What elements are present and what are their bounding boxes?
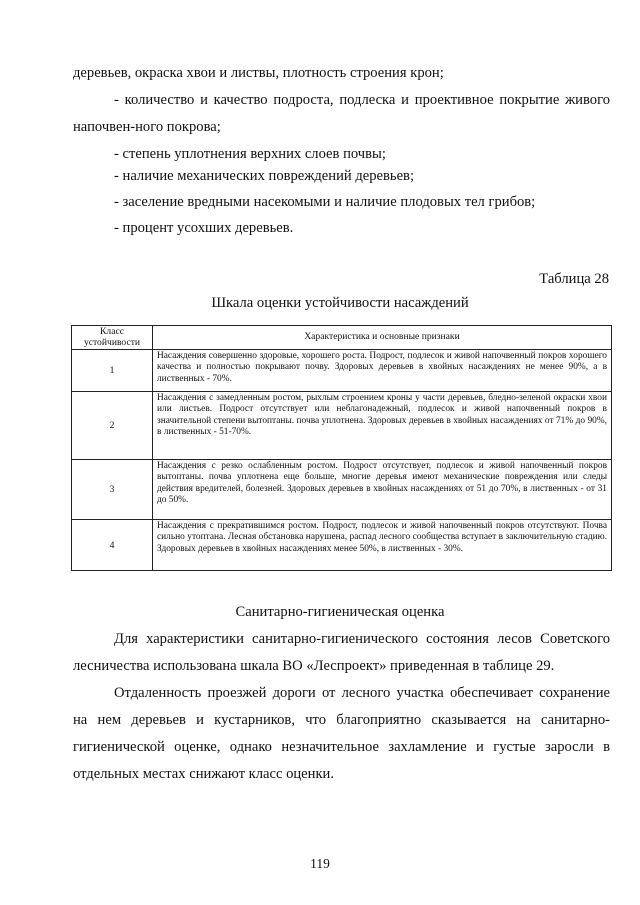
body-text-line: Отдаленность проезжей дороги от лесного участка обеспечивает сохранение — [114, 685, 610, 701]
table-row — [72, 520, 612, 571]
list-item-undergrowth: - количество и качество подроста, подлеска и проективное покрытие живого — [114, 92, 610, 108]
header-class-line1: Класс — [100, 326, 124, 337]
row-class: 4 — [72, 520, 153, 571]
table-header-row — [72, 326, 612, 350]
section-heading: Санитарно-гигиеническая оценка — [235, 604, 445, 620]
body-text-line: Для характеристики санитарно-гигиенического состояния лесов Советского — [114, 631, 610, 647]
row-class: 3 — [72, 460, 153, 520]
row-description: Насаждения с прекратившимся ростом. Подрост, подлесок и живой напочвенный покров отсутствуют. Почва сильно утоптана. Лесная обстановка нарушена, распад лесного сообщества вступает в заключительную стадию. Здоровых деревьев в хвойных насаждениях менее 50%, в лиственных - 30%. — [153, 520, 612, 571]
list-item-dead-trees: - процент усохших деревьев. — [114, 220, 294, 236]
list-item-mechanical-damage: - наличие механических повреждений деревьев; — [114, 168, 414, 184]
row-description: Насаждения с резко ослабленным ростом. Подрост отсутствует, подлесок и живой напочвенный покров вытоптаны. почва уплотнена еще больше, многие деревья имеют механические повреждения или следы действия вредителей, болезней. Здоровых деревьев в хвойных насаждениях от 51 до 70%, в лиственных - от 31 до 50%. — [153, 460, 612, 520]
header-description: Характеристика и основные признаки — [153, 326, 612, 350]
stability-scale-table — [71, 325, 612, 571]
row-class: 2 — [72, 392, 153, 460]
table-row — [72, 392, 612, 460]
table-label: Таблица 28 — [539, 271, 609, 287]
table-row — [72, 460, 612, 520]
body-text-line: отдельных местах снижают класс оценки. — [73, 766, 335, 782]
table-title: Шкала оценки устойчивости насаждений — [211, 295, 469, 311]
body-text-line: напочвен-ного покрова; — [73, 119, 221, 135]
body-text-line: лесничества использована шкала ВО «Леспроект» приведенная в таблице 29. — [73, 658, 555, 674]
list-item-pests-fungi: - заселение вредными насекомыми и наличие плодовых тел грибов; — [114, 194, 536, 210]
page-number: 119 — [310, 856, 330, 871]
table-row — [72, 350, 612, 392]
body-text-line: на нем деревьев и кустарников, что благоприятно сказывается на санитарно- — [73, 712, 610, 728]
header-class — [72, 326, 153, 350]
row-description: Насаждения с замедленным ростом, рыхлым строением кроны у части деревьев, бледно-зеленой окраски хвои или листьев. Подрост отсутствует или неблагонадежный, подлесок и живой напочвенный покров в значительной степени вытоптаны. почва уплотнена. Здоровых деревьев в хвойных насаждениях от 71% до 90%, в лиственных - 51-70%. — [153, 392, 612, 460]
body-text-line: деревьев, окраска хвои и листвы, плотность строения крон; — [73, 65, 444, 81]
header-class-line2: устойчивости — [83, 336, 141, 348]
row-class: 1 — [72, 350, 153, 392]
body-text-line: гигиенической оценке, однако незначительное захламление и густые заросли в — [73, 739, 610, 755]
row-description: Насаждения совершенно здоровые, хорошего роста. Подрост, подлесок и живой напочвенный покров хорошего качества и полностью покрывают почву. Здоровых деревьев в хвойных насаждениях не менее 90%, а в лиственных - 70%. — [153, 350, 612, 392]
list-item-soil-compaction: - степень уплотнения верхних слоев почвы; — [114, 146, 386, 162]
